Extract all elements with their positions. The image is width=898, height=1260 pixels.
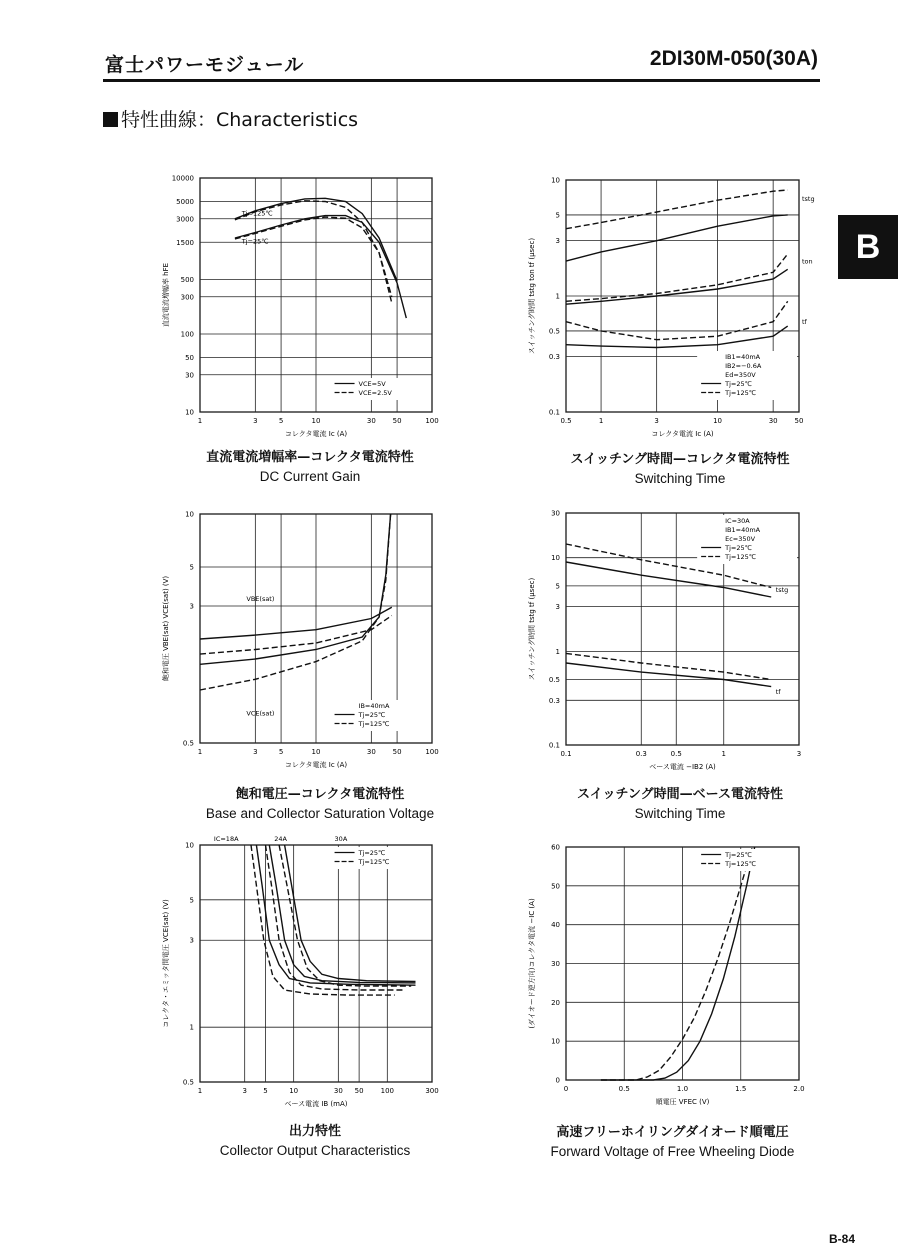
series-line [566,301,788,339]
caption-dc-current-gain: 直流電流増幅率—コレクタ電流特性 DC Current Gain [206,450,414,484]
y-axis-label: (ダイオード逆方向)コレクタ電流 −IC (A) [528,898,536,1029]
y-tick-label: 3 [189,602,194,611]
legend-label: Ec=350V [725,535,756,543]
curve-annotation: tf [775,687,781,696]
x-tick-label: 100 [380,1087,395,1095]
series-line [200,607,392,639]
x-tick-label: 3 [654,417,659,425]
y-tick-label: 0.1 [548,408,560,417]
y-tick-label: 500 [180,275,194,284]
caption-collector-output: 出力特性 Collector Output Characteristics [219,1124,411,1158]
x-tick-label: 1 [197,1087,203,1095]
y-axis-label: コレクタ・エミッタ間電圧 VCE(sat) (V) [162,899,170,1028]
chart-switching-time-ib2 [528,509,802,771]
x-tick-label: 5 [263,1087,268,1095]
y-tick-label: 3 [555,237,560,246]
legend-label: IC=30A [725,517,750,525]
y-tick-label: 5 [555,582,560,591]
x-tick-label: 1 [721,750,726,758]
series-line [235,216,406,319]
y-tick-label: 0.3 [548,353,560,362]
legend-label: Tj=125℃ [358,720,390,728]
x-tick-label: 30 [366,417,376,425]
caption-switching-time-ib2: スイッチング時間—ベース電流特性 Switching Time [577,787,783,821]
x-tick-label: 0.5 [618,1085,630,1093]
plot-frame [200,845,432,1082]
legend-label: Tj=25℃ [725,851,752,859]
y-tick-label: 3000 [176,215,194,224]
y-tick-label: 0.5 [548,676,560,685]
chart-saturation-voltage [162,510,439,769]
y-tick-label: 10000 [171,174,194,183]
y-tick-label: 50 [185,353,194,362]
curve-annotation: VCE(sat) [246,709,275,718]
legend-label: Tj=125℃ [358,858,390,866]
chart-collector-output [162,835,439,1108]
legend-label: Tj=25℃ [725,544,752,552]
x-tick-label: 3 [796,750,802,758]
caption-forward-voltage-diode: 高速フリーホイリングダイオード順電圧 Forward Voltage of Free Wheeling Diode [550,1125,795,1159]
y-tick-label: 40 [551,921,560,930]
legend-label: IB1=40mA [725,526,761,534]
x-tick-label: 3 [253,417,258,425]
y-axis-label: 飽和電圧 VBE(sat) VCE(sat) (V) [162,575,170,682]
series-line [200,514,391,664]
x-tick-label: 1 [197,417,203,425]
y-axis-label: スイッチング時間 tstg tf (μsec) [528,577,536,681]
x-tick-label: 0 [563,1085,569,1093]
legend-label: Tj=125℃ [725,389,757,397]
curve-annotation: ton [802,257,813,266]
curve-annotation: Tj=125℃ [241,209,273,218]
legend-label: Tj=125℃ [725,860,757,868]
section-title-text: 特性曲線：Characteristics [121,109,359,131]
x-axis-label: 順電圧 VFEC (V) [655,1098,710,1106]
curve-annotation: VBE(sat) [246,595,275,604]
x-tick-label: 30 [333,1087,343,1095]
curve-annotation: tstg [775,585,789,594]
x-tick-label: 50 [392,748,402,756]
x-tick-label: 0.1 [560,750,572,758]
x-tick-label: 3 [253,748,258,756]
y-tick-label: 0.1 [548,741,560,750]
series-line [566,190,788,229]
x-tick-label: 100 [425,417,439,425]
x-tick-label: 50 [354,1087,364,1095]
curve-annotation: tf [802,317,807,326]
x-tick-label: 10 [289,1087,299,1095]
square-bullet-icon [103,112,118,127]
series-line [566,562,771,597]
series-line [566,215,788,261]
x-tick-label: 100 [425,748,439,756]
legend-label: Tj=25℃ [725,380,752,388]
x-tick-label: 5 [278,417,284,425]
legend-label: Tj=25℃ [358,711,386,719]
x-tick-label: 1.5 [735,1085,747,1093]
y-tick-label: 3 [555,603,560,612]
x-tick-label: 1 [598,417,604,425]
curve-annotation: Tj=25℃ [241,237,269,246]
y-tick-label: 10 [551,176,560,185]
section-title [103,105,358,132]
x-tick-label: 1.0 [676,1085,689,1093]
y-tick-label: 60 [551,843,560,852]
legend-label: VCE=5V [358,380,386,388]
x-axis-label: ベース電流 IB (mA) [284,1100,348,1108]
section-tab: B [838,215,898,279]
y-tick-label: 100 [180,330,194,339]
x-tick-label: 50 [392,417,402,425]
curve-annotation: 24A [274,835,287,843]
y-tick-label: 0 [555,1076,560,1085]
y-tick-label: 10 [185,408,194,417]
x-tick-label: 50 [794,417,804,425]
x-tick-label: 5 [278,748,284,756]
curve-annotation: tstg [802,194,815,203]
y-tick-label: 5 [189,563,194,572]
x-axis-label: ベース電流 −IB2 (A) [649,763,716,771]
legend-label: Tj=25℃ [358,849,386,857]
y-tick-label: 20 [551,998,560,1007]
chart-dc-current-gain [162,174,439,438]
series-line [200,514,391,690]
chart-forward-voltage-diode [528,843,805,1106]
chart-switching-time-ic [528,176,815,438]
page-number: B-84 [828,1232,855,1246]
y-tick-label: 30 [551,509,560,518]
curve-annotation: 30A [334,835,348,843]
x-tick-label: 300 [425,1087,439,1095]
x-tick-label: 30 [366,748,376,756]
series-line [566,326,788,347]
y-tick-label: 30 [551,960,560,968]
y-axis-label: 直流電流増幅率 hFE [162,262,170,328]
legend-label: Ed=350V [725,371,756,379]
caption-switching-time-ic: スイッチング時間—コレクタ電流特性 Switching Time [570,452,790,486]
x-tick-label: 0.5 [670,750,682,758]
x-axis-label: コレクタ電流 Iс (A) [651,430,714,438]
x-tick-label: 0.5 [560,417,572,425]
y-tick-label: 1500 [176,238,194,247]
y-tick-label: 3 [189,936,194,945]
series-line [566,269,788,304]
y-tick-label: 5000 [176,197,194,206]
header-rule [103,79,820,82]
y-tick-label: 1 [555,647,560,656]
x-tick-label: 10 [713,417,723,425]
y-tick-label: 10 [185,510,194,519]
x-axis-label: コレクタ電流 Iс (A) [284,430,348,438]
x-tick-label: 10 [311,417,321,425]
x-tick-label: 1 [197,748,203,756]
x-tick-label: 30 [768,417,778,425]
curve-annotation: IC=18A [213,835,239,843]
y-tick-label: 10 [551,1037,560,1046]
y-tick-label: 10 [551,554,560,563]
y-tick-label: 0.5 [182,739,194,748]
legend-label: IB1=40mA [725,353,761,361]
series-line [200,616,392,655]
y-tick-label: 50 [551,882,560,891]
y-tick-label: 300 [180,293,194,302]
legend-label: IB=40mA [358,702,390,710]
x-tick-label: 2.0 [793,1085,805,1093]
x-tick-label: 0.3 [635,750,647,758]
y-tick-label: 1 [189,1023,194,1032]
header-title: 富士パワーモジュール [105,54,305,76]
x-tick-label: 3 [242,1087,247,1095]
y-tick-label: 10 [185,841,194,850]
y-tick-label: 30 [185,371,194,380]
y-tick-label: 0.3 [548,696,560,705]
legend-label: Tj=125℃ [725,553,757,561]
part-number: 2DI30M-050(30A) [649,47,818,70]
y-axis-label: スイッチング時間 tstg ton tf (μsec) [528,237,536,355]
y-tick-label: 0.5 [548,327,560,336]
x-axis-label: コレクタ電流 Iс (A) [284,761,348,769]
y-tick-label: 1 [555,292,560,301]
y-tick-label: 5 [189,896,194,905]
caption-saturation-voltage: 飽和電圧—コレクタ電流特性 Base and Collector Saturation Voltage [205,787,435,821]
y-tick-label: 0.5 [182,1078,194,1087]
legend-label: VCE=2.5V [358,389,392,397]
x-tick-label: 10 [311,748,321,756]
legend-label: IB2=−0.6A [725,362,762,370]
y-tick-label: 5 [555,211,560,220]
